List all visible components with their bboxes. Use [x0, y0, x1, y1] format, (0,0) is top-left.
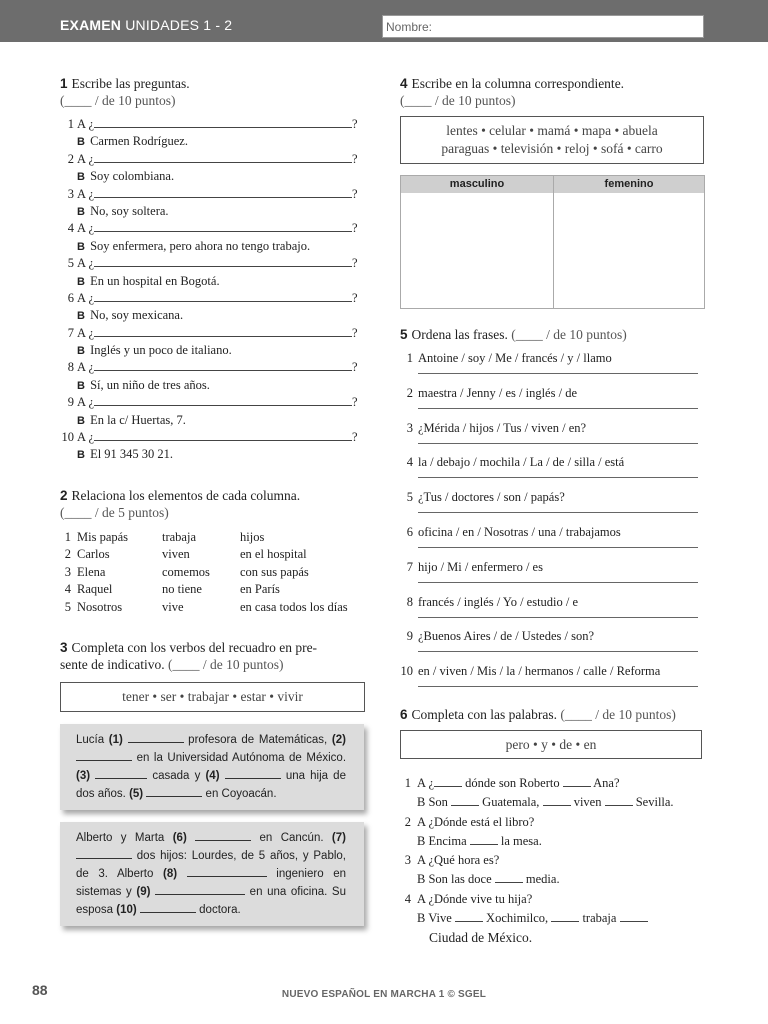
answer-text: Carmen Rodríguez. — [90, 134, 188, 149]
item-number: 3 — [404, 853, 411, 868]
question-blank[interactable] — [94, 152, 352, 163]
line-a-prefix: A ¿ — [77, 151, 95, 166]
answer-line[interactable] — [418, 477, 698, 478]
answer-text: Sí, un niño de tres años. — [90, 377, 210, 392]
fill-blank[interactable] — [225, 768, 281, 779]
text: en Coyoacán. — [205, 788, 277, 801]
item-number: 7 — [67, 325, 74, 340]
question-row — [60, 429, 365, 446]
text: A ¿ — [417, 775, 435, 790]
text: A ¿Dónde vive tu hija? — [417, 891, 533, 906]
question-blank[interactable] — [94, 430, 352, 441]
text: ingeniero en — [276, 868, 346, 881]
b-letter: B — [77, 379, 85, 392]
text: B Son las doce — [417, 872, 492, 887]
fill-blank[interactable] — [563, 776, 591, 787]
question-mark: ? — [352, 325, 358, 340]
match-row — [60, 529, 365, 547]
order-item — [400, 595, 705, 630]
fill-blank[interactable] — [76, 848, 132, 859]
line-a-prefix: A ¿ — [77, 430, 95, 445]
section-4 — [400, 75, 705, 309]
fill-blank[interactable] — [455, 911, 483, 922]
question-blank[interactable] — [94, 291, 352, 302]
text: de 3. Alberto — [76, 868, 154, 881]
answer-text: En la c/ Huertas, 7. — [90, 412, 186, 427]
blank-marker: (4) — [205, 770, 220, 783]
text: dónde son Roberto — [465, 775, 560, 790]
section-1-points: (____ / de 10 puntos) — [60, 93, 176, 108]
item-4 — [400, 890, 705, 909]
question-mark: ? — [352, 430, 358, 445]
word-box — [400, 116, 704, 164]
gender-table — [400, 175, 705, 309]
section-3 — [60, 639, 365, 926]
text: viven — [573, 795, 602, 810]
answer-row — [60, 412, 365, 429]
answer-row — [60, 446, 365, 463]
section-title: Completa con los verbos del recuadro en pre- — [71, 640, 318, 656]
text: en la Universidad Autónoma de — [136, 752, 302, 765]
item-number: 3 — [406, 420, 413, 435]
question-mark: ? — [352, 395, 358, 410]
text: profesora de Matemáticas, — [188, 734, 328, 747]
answer-row — [60, 238, 365, 255]
question-blank[interactable] — [94, 256, 352, 267]
header-bar — [0, 0, 768, 42]
b-letter: B — [77, 414, 85, 427]
column-header-masculino: masculino — [401, 176, 553, 193]
b-letter: B — [77, 171, 85, 184]
exam-title — [60, 17, 232, 33]
section-2 — [60, 487, 365, 617]
femenino-cell[interactable] — [554, 176, 704, 308]
verb-cell: comemos — [162, 564, 210, 579]
section-6-points: (____ / de 10 puntos) — [560, 706, 676, 722]
word-box-text: tener • ser • trabajar • estar • vivir — [122, 689, 303, 705]
item-number: 6 — [406, 524, 413, 539]
page-number: 88 — [32, 982, 48, 998]
question-blank[interactable] — [94, 187, 352, 198]
text: casada y — [152, 770, 201, 783]
text-box-1 — [60, 724, 364, 810]
item-2-b — [400, 832, 705, 851]
section-title-cont: sente de indicativo. — [60, 657, 165, 673]
order-list — [400, 351, 705, 699]
right-column — [400, 75, 705, 948]
question-row — [60, 186, 365, 203]
question-row — [60, 116, 365, 133]
question-mark: ? — [352, 256, 358, 271]
text: México. — [306, 752, 347, 765]
verb-cell: vive — [162, 599, 184, 614]
text: en Cancún. — [259, 832, 324, 845]
units-label: UNIDADES 1 - 2 — [125, 17, 233, 33]
fill-blank[interactable] — [495, 872, 523, 883]
line-a-prefix: A ¿ — [77, 360, 95, 375]
item-number: 5 — [64, 599, 71, 614]
item-number: 1 — [67, 117, 74, 131]
text: B Encima — [417, 833, 467, 848]
answer-row — [60, 307, 365, 324]
complement-cell: en casa todos los días — [240, 599, 348, 614]
text: esposa — [76, 904, 114, 917]
answer-line[interactable] — [418, 512, 698, 513]
order-item — [400, 421, 705, 456]
answer-line[interactable] — [418, 617, 698, 618]
text: A ¿Dónde está el libro? — [417, 814, 535, 829]
question-blank[interactable] — [94, 395, 352, 406]
match-row — [60, 599, 365, 617]
section-number: 5 — [400, 327, 408, 342]
text: Guatemala, — [482, 795, 540, 810]
scrambled-words: en / viven / Mis / la / hermanos / calle / Reforma — [418, 664, 661, 679]
order-item — [400, 490, 705, 525]
answer-row — [60, 168, 365, 185]
blank-marker: (1) — [108, 734, 123, 747]
item-number: 9 — [67, 395, 74, 410]
section-4-points: (____ / de 10 puntos) — [400, 93, 516, 108]
left-column — [60, 75, 365, 926]
column-header-femenino: femenino — [554, 176, 704, 193]
word-box — [60, 682, 365, 712]
item-number: 3 — [67, 186, 74, 201]
complement-cell: en París — [240, 582, 280, 597]
word-box-line: paraguas • televisión • reloj • sofá • carro — [441, 141, 663, 156]
answer-text: No, soy soltera. — [90, 203, 169, 218]
fill-blank[interactable] — [95, 768, 147, 779]
text: trabaja — [582, 911, 617, 926]
question-row — [60, 290, 365, 307]
fill-blank[interactable] — [543, 795, 571, 806]
fill-blank[interactable] — [434, 776, 462, 787]
word-box — [400, 730, 702, 759]
section-title: Escribe en la columna correspondiente. — [411, 76, 625, 91]
section-5 — [400, 326, 705, 699]
fill-blank[interactable] — [620, 911, 648, 922]
match-row — [60, 564, 365, 582]
item-number: 1 — [64, 529, 71, 544]
section-number: 3 — [60, 640, 68, 656]
text: B Son — [417, 795, 448, 810]
scrambled-words: Antoine / soy / Me / francés / y / llamo — [418, 351, 612, 365]
item-number: 6 — [67, 290, 74, 305]
b-letter: B — [77, 275, 85, 288]
b-letter: B — [77, 136, 85, 149]
name-label: Nombre: — [386, 20, 433, 34]
blank-marker: (9) — [136, 886, 151, 899]
word-box-text: pero • y • de • en — [505, 736, 597, 752]
section-4-heading — [400, 75, 705, 92]
match-table — [60, 529, 365, 617]
match-row — [60, 546, 365, 564]
answer-line[interactable] — [418, 547, 698, 548]
answer-text: Soy enfermera, pero ahora no tengo trabajo. — [90, 238, 311, 253]
section-2-points: (____ / de 5 puntos) — [60, 504, 169, 520]
order-item — [400, 351, 705, 386]
question-mark: ? — [352, 186, 358, 201]
section-title: Relaciona los elementos de cada columna. — [71, 487, 301, 503]
question-row — [60, 151, 365, 168]
section-number: 2 — [60, 487, 68, 503]
fill-blank[interactable] — [187, 866, 267, 877]
blank-marker: (8) — [163, 868, 178, 881]
order-item — [400, 455, 705, 490]
complement-cell: con sus papás — [240, 564, 309, 579]
question-blank[interactable] — [94, 221, 352, 232]
b-letter: B — [77, 310, 85, 323]
answer-text: No, soy mexicana. — [90, 308, 184, 323]
fill-blank[interactable] — [470, 834, 498, 845]
scrambled-words: ¿Buenos Aires / de / Ustedes / son? — [418, 629, 595, 644]
order-item — [400, 386, 705, 421]
section-3-points: (____ / de 10 puntos) — [167, 657, 284, 673]
section-5-points: (____ / de 10 puntos) — [511, 327, 627, 342]
line-a-prefix: A ¿ — [77, 186, 95, 201]
verb-cell: viven — [162, 547, 190, 562]
item-number: 8 — [67, 360, 74, 375]
fill-blank[interactable] — [146, 786, 202, 797]
line-a-prefix: A ¿ — [77, 325, 95, 340]
text: Ciudad de México. — [429, 930, 533, 946]
item-number: 4 — [406, 455, 413, 470]
item-number: 3 — [64, 564, 71, 579]
fill-blank[interactable] — [155, 884, 245, 895]
section-1-heading — [60, 75, 365, 92]
section-6-heading — [400, 706, 705, 723]
answer-row — [60, 133, 365, 150]
section-3-heading-line2 — [60, 656, 365, 673]
item-number: 4 — [67, 221, 74, 236]
question-blank[interactable] — [94, 117, 352, 128]
section-1 — [60, 75, 365, 464]
order-item — [400, 629, 705, 664]
text: doctora. — [199, 904, 241, 917]
item-number: 2 — [406, 385, 413, 400]
item-number: 1 — [406, 351, 413, 365]
complement-cell: hijos — [240, 529, 265, 544]
footer-credit: NUEVO ESPAÑOL EN MARCHA 1 © SGEL — [281, 989, 487, 1000]
item-4-b — [400, 909, 705, 928]
masculino-cell[interactable] — [401, 176, 553, 308]
question-blank[interactable] — [94, 326, 352, 337]
fill-blank[interactable] — [451, 795, 479, 806]
fill-blank[interactable] — [551, 911, 579, 922]
fill-blank[interactable] — [128, 732, 184, 743]
text: A ¿Qué hora es? — [417, 853, 500, 868]
item-1 — [400, 774, 705, 793]
blank-marker: (7) — [331, 832, 346, 845]
section-number: 6 — [400, 706, 408, 722]
name-field[interactable] — [382, 15, 704, 38]
scrambled-words: hijo / Mi / enfermero / es — [418, 559, 543, 574]
answer-row — [60, 273, 365, 290]
answer-line[interactable] — [418, 373, 698, 374]
section-3-heading — [60, 639, 365, 656]
exam-label: EXAMEN — [60, 17, 122, 33]
text: Ana? — [593, 775, 620, 790]
line-a-prefix: A ¿ — [77, 117, 95, 131]
item-number: 5 — [406, 490, 413, 505]
answer-text: El 91 345 30 21. — [90, 447, 174, 462]
match-row — [60, 581, 365, 599]
question-row — [60, 255, 365, 272]
item-number: 2 — [404, 814, 411, 829]
section-2-heading — [60, 487, 365, 504]
item-number: 4 — [64, 582, 71, 597]
item-number: 5 — [67, 256, 74, 271]
text: una hija de dos años. — [76, 770, 346, 801]
scrambled-words: ¿Tus / doctores / son / papás? — [418, 490, 565, 505]
text: en una oficina. Su — [249, 886, 346, 899]
fill-blank[interactable] — [605, 795, 633, 806]
question-mark: ? — [352, 151, 358, 166]
question-mark: ? — [352, 290, 358, 305]
section-title: Escribe las preguntas. — [71, 76, 190, 91]
line-a-prefix: A ¿ — [77, 290, 95, 305]
subject-cell: Raquel — [77, 582, 113, 597]
question-row — [60, 394, 365, 411]
fill-blank[interactable] — [140, 902, 196, 913]
text: sistemas y — [76, 886, 132, 899]
order-item — [400, 525, 705, 560]
subject-cell: Mis papás — [77, 529, 129, 544]
text-box-2 — [60, 822, 364, 926]
answer-line[interactable] — [418, 443, 698, 444]
question-mark: ? — [352, 117, 358, 131]
answer-text: En un hospital en Bogotá. — [90, 273, 220, 288]
section-title: Ordena las frases. — [411, 327, 508, 342]
fill-blank[interactable] — [195, 830, 251, 841]
blank-marker: (6) — [172, 832, 187, 845]
blank-marker: (10) — [116, 904, 137, 917]
item-1-b — [400, 793, 705, 812]
answer-line[interactable] — [418, 582, 698, 583]
blank-marker: (2) — [331, 734, 346, 747]
section-number: 4 — [400, 76, 408, 91]
text: Alberto y Marta — [76, 832, 165, 845]
item-3 — [400, 851, 705, 870]
section-5-heading — [400, 326, 705, 343]
blank-marker: (5) — [129, 788, 144, 801]
scrambled-words: francés / inglés / Yo / estudio / e — [418, 594, 579, 609]
item-number: 2 — [64, 547, 71, 562]
answer-text: Inglés y un poco de italiano. — [90, 343, 232, 358]
answer-text: Soy colombiana. — [90, 169, 175, 184]
question-row — [60, 220, 365, 237]
subject-cell: Carlos — [77, 547, 110, 562]
text: Sevilla. — [635, 795, 674, 810]
item-number: 10 — [400, 664, 413, 679]
answer-line[interactable] — [418, 408, 698, 409]
scrambled-words: ¿Mérida / hijos / Tus / viven / en? — [418, 420, 587, 435]
question-row — [60, 359, 365, 376]
item-2 — [400, 813, 705, 832]
line-a-prefix: A ¿ — [77, 395, 95, 410]
b-letter: B — [77, 345, 85, 358]
text: Lucía — [76, 734, 105, 747]
text: media. — [525, 872, 560, 887]
verb-cell: trabaja — [162, 529, 197, 544]
answer-row — [60, 377, 365, 394]
text: dos hijos: Lourdes, de 5 años, y Pablo, — [136, 850, 346, 863]
complement-cell: en el hospital — [240, 547, 307, 562]
order-item — [400, 664, 705, 699]
line-a-prefix: A ¿ — [77, 221, 95, 236]
section-6 — [400, 706, 705, 948]
section-number: 1 — [60, 76, 68, 91]
subject-cell: Nosotros — [77, 599, 123, 614]
question-mark: ? — [352, 221, 358, 236]
item-number: 9 — [406, 629, 413, 644]
completion-list — [400, 774, 705, 948]
item-3-b — [400, 870, 705, 889]
section-title: Completa con las palabras. — [411, 706, 557, 722]
text: Xochimilco, — [486, 911, 549, 926]
b-letter: B — [77, 205, 85, 218]
item-4-cont — [400, 928, 705, 947]
item-number: 7 — [406, 559, 413, 574]
question-row — [60, 325, 365, 342]
scrambled-words: maestra / Jenny / es / inglés / de — [418, 385, 577, 400]
scrambled-words: la / debajo / mochila / La / de / silla / está — [418, 455, 625, 470]
answer-line[interactable] — [418, 651, 698, 652]
item-number: 4 — [404, 891, 411, 906]
word-box-line: lentes • celular • mamá • mapa • abuela — [446, 123, 658, 138]
b-letter: B — [77, 240, 85, 253]
item-number: 8 — [406, 594, 413, 609]
blank-marker: (3) — [76, 770, 91, 783]
question-blank[interactable] — [94, 360, 352, 371]
scrambled-words: oficina / en / Nosotras / una / trabajamos — [418, 524, 621, 539]
order-item — [400, 560, 705, 595]
text: B Vive — [417, 911, 452, 926]
b-letter: B — [77, 449, 85, 462]
verb-cell: no tiene — [162, 582, 202, 597]
question-list — [60, 116, 365, 464]
answer-line[interactable] — [418, 686, 698, 687]
line-a-prefix: A ¿ — [77, 256, 95, 271]
item-number: 2 — [67, 151, 74, 166]
fill-blank[interactable] — [76, 750, 132, 761]
item-number: 1 — [404, 775, 411, 790]
subject-cell: Elena — [77, 564, 106, 579]
item-number: 10 — [61, 430, 74, 445]
question-mark: ? — [352, 360, 358, 375]
answer-row — [60, 342, 365, 359]
answer-row — [60, 203, 365, 220]
text: la mesa. — [500, 833, 542, 848]
